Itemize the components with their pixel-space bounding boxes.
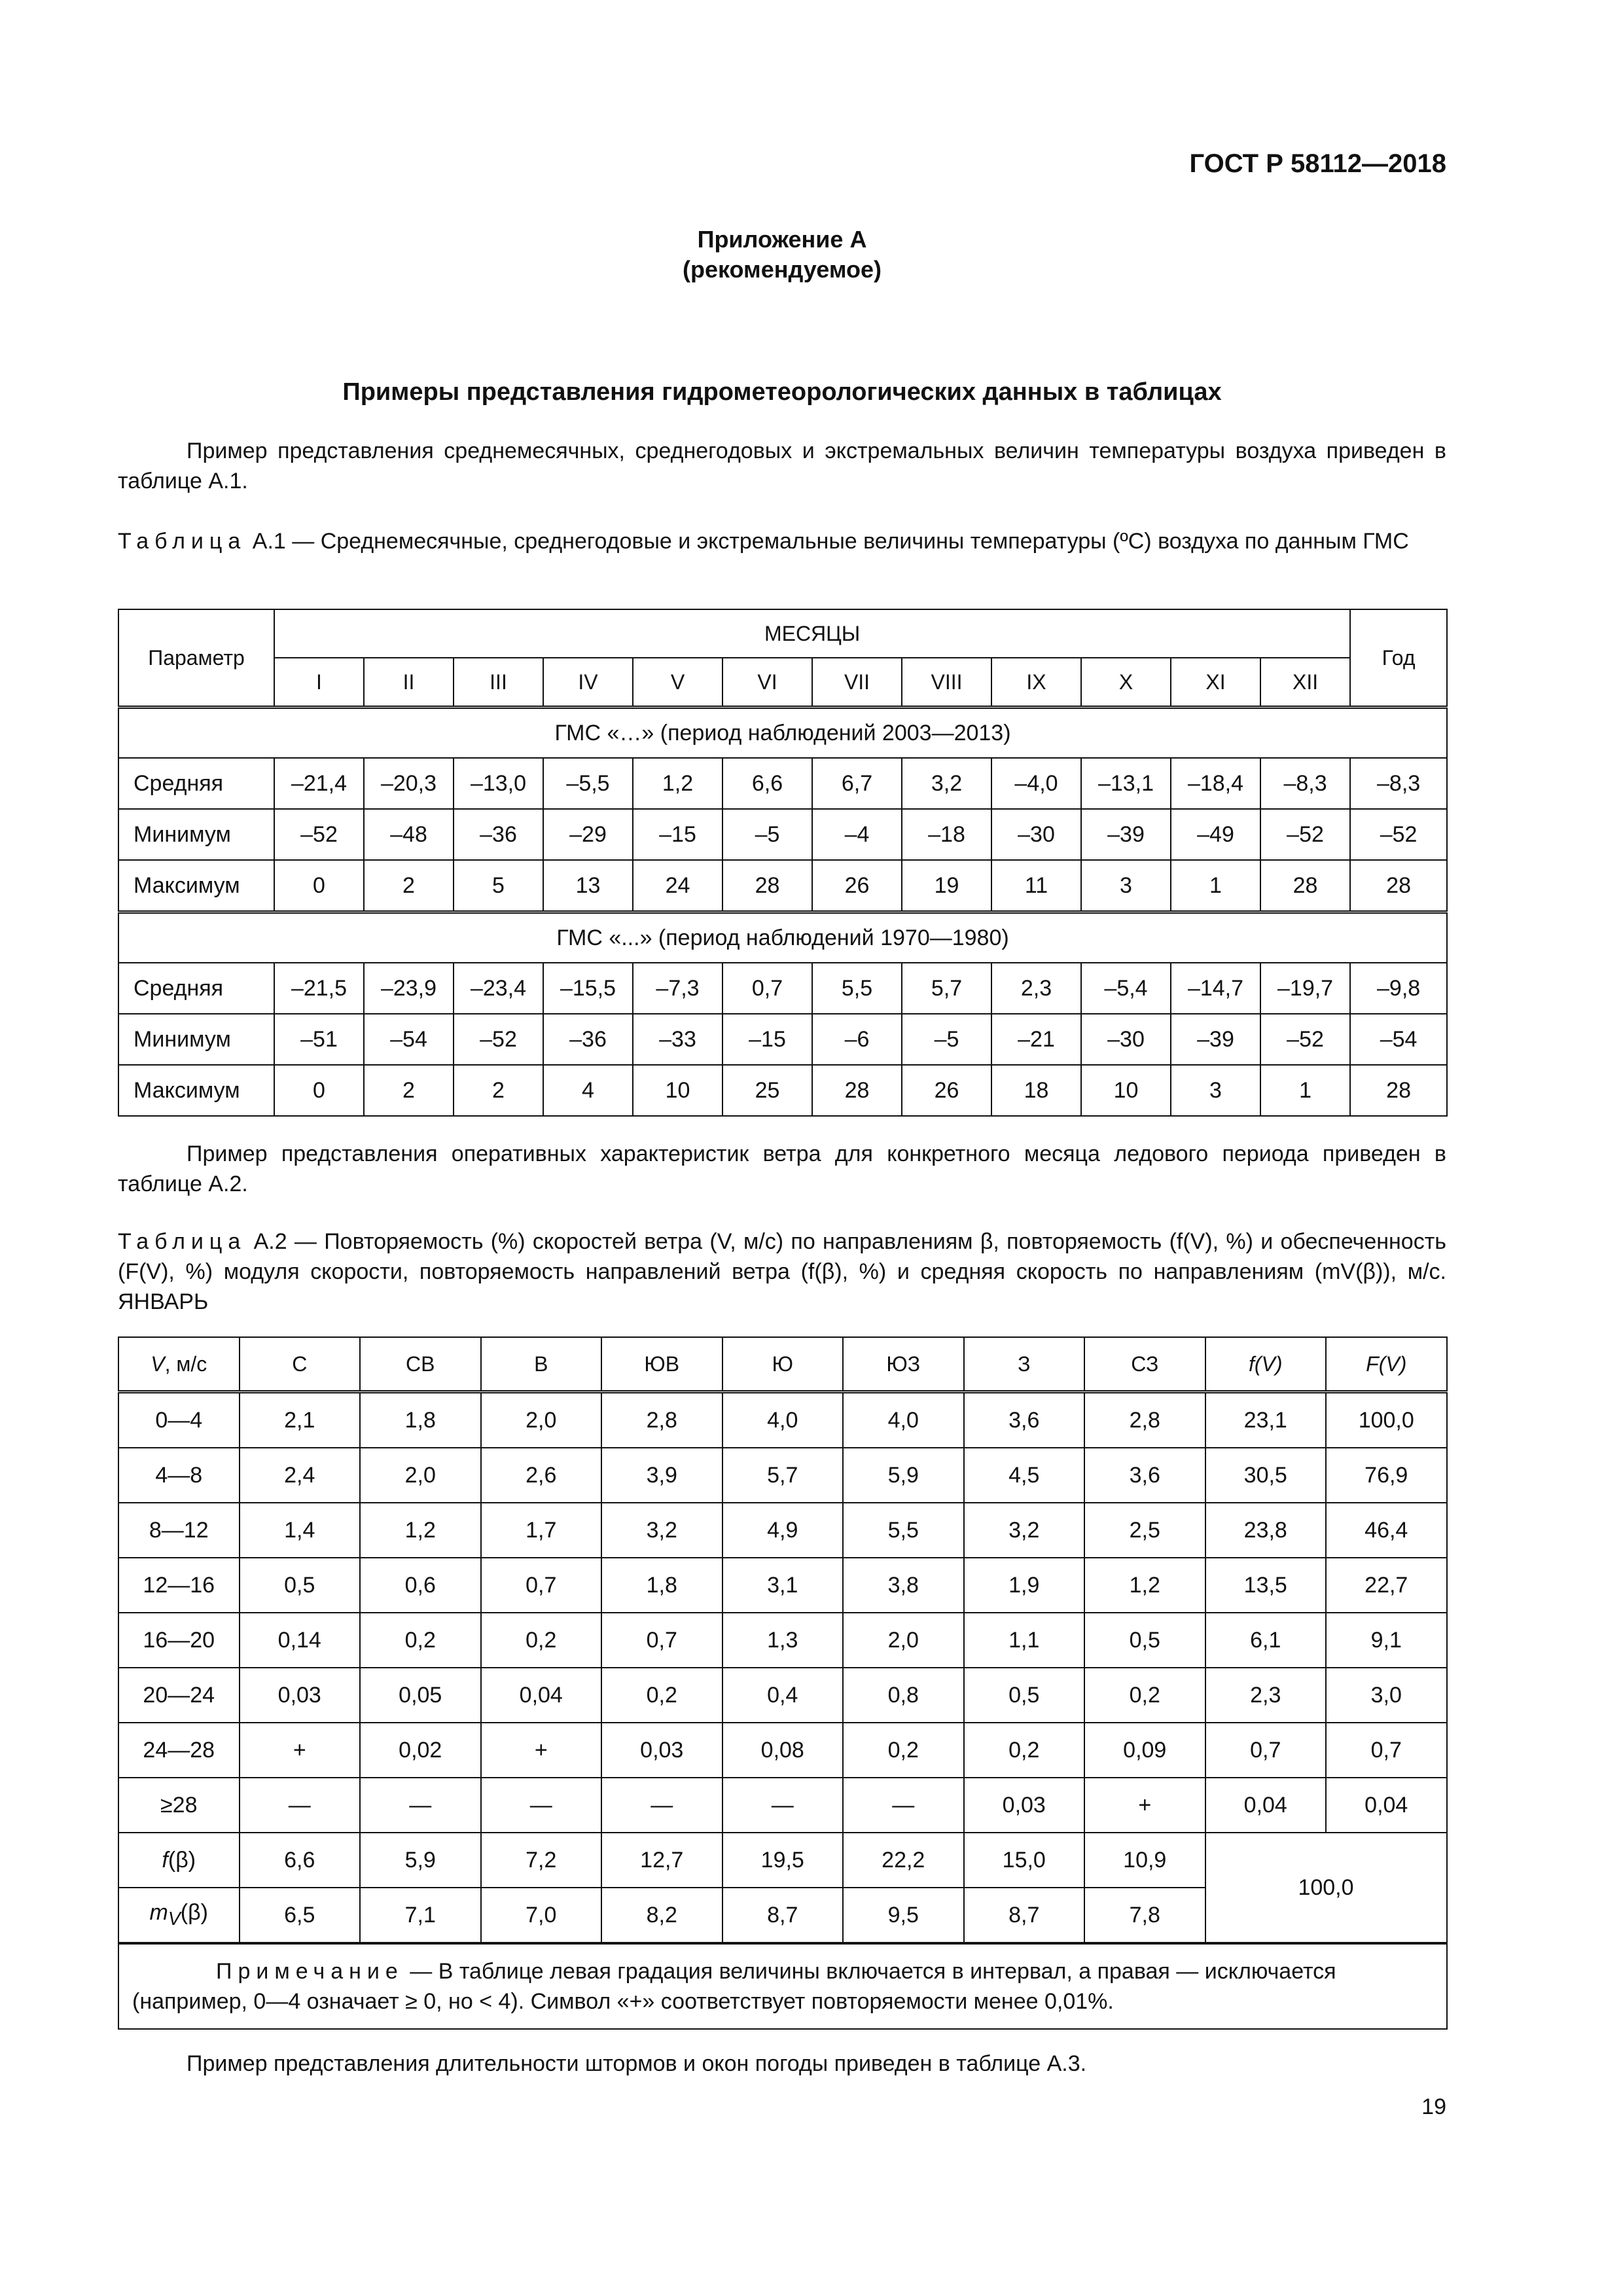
table-cell: –15 <box>722 1014 812 1065</box>
table-cell: –15,5 <box>543 963 633 1014</box>
table-cell: –39 <box>1081 809 1171 860</box>
table-cell: 25 <box>722 1065 812 1116</box>
table-cell: 2,6 <box>481 1448 602 1503</box>
table-row <box>118 1448 1447 1503</box>
intro-paragraph-2: Пример представления оперативных характеристик ветра для конкретного месяца ледового периода приведен в таблице А.2. <box>118 1141 1446 1196</box>
param-header: Параметр <box>118 609 274 708</box>
month-header: IX <box>991 658 1081 708</box>
table-cell: 0,7 <box>1205 1723 1327 1778</box>
table-cell: –21,5 <box>274 963 364 1014</box>
table-cell: — <box>240 1778 361 1833</box>
table-cell: 1 <box>1171 860 1260 912</box>
month-header: IV <box>543 658 633 708</box>
table-cell: –36 <box>543 1014 633 1065</box>
table-cell: –6 <box>812 1014 902 1065</box>
section-title: ГМС «...» (период наблюдений 1970—1980) <box>118 912 1447 963</box>
table-cell: 0,5 <box>240 1558 361 1613</box>
table-cell: –30 <box>1081 1014 1171 1065</box>
table-cell: 0,7 <box>481 1558 602 1613</box>
table-cell: 19,5 <box>722 1833 844 1888</box>
table-cell: 3,2 <box>964 1503 1085 1558</box>
table-cell: 1,4 <box>240 1503 361 1558</box>
table-cell: 10 <box>1081 1065 1171 1116</box>
table-cell: 30,5 <box>1205 1448 1327 1503</box>
intro-paragraph-3: Пример представления длительности штормов и окон погоды приведен в таблице А.3. <box>187 2051 1087 2076</box>
table-cell: 3,9 <box>601 1448 722 1503</box>
table-cell: 0,5 <box>1084 1613 1205 1668</box>
table-cell: –18,4 <box>1171 758 1260 809</box>
table-cell: 0,6 <box>360 1558 481 1613</box>
month-header: VII <box>812 658 902 708</box>
table-row <box>118 1778 1447 1833</box>
table-cell: 0,2 <box>1084 1668 1205 1723</box>
table-cell: 5 <box>454 860 543 912</box>
table-row <box>118 1392 1447 1448</box>
total-cell: 100,0 <box>1205 1833 1447 1943</box>
table-cell: –9,8 <box>1350 963 1447 1014</box>
page-number: 19 <box>1421 2094 1446 2119</box>
year-header: Год <box>1350 609 1447 708</box>
table-cell: 3,6 <box>964 1392 1085 1448</box>
table-row <box>118 1558 1447 1613</box>
standard-number: ГОСТ Р 58112—2018 <box>1189 149 1446 178</box>
direction-header: ЮВ <box>601 1337 722 1392</box>
table-cell: — <box>843 1778 964 1833</box>
table-cell: –20,3 <box>364 758 454 809</box>
table-cell: — <box>481 1778 602 1833</box>
table-cell: 1,2 <box>360 1503 481 1558</box>
table-cell: 0,7 <box>722 963 812 1014</box>
table-cell: 23,8 <box>1205 1503 1327 1558</box>
table-cell: 2,1 <box>240 1392 361 1448</box>
table-cell: 28 <box>812 1065 902 1116</box>
direction-header: СВ <box>360 1337 481 1392</box>
months-header: МЕСЯЦЫ <box>274 609 1350 658</box>
table-cell: + <box>481 1723 602 1778</box>
table-cell: –5,4 <box>1081 963 1171 1014</box>
table-cell: 10,9 <box>1084 1833 1205 1888</box>
table-cell: –21 <box>991 1014 1081 1065</box>
table-cell: 12,7 <box>601 1833 722 1888</box>
table-cell: 13,5 <box>1205 1558 1327 1613</box>
table-cell: — <box>360 1778 481 1833</box>
table-cell: 2 <box>364 860 454 912</box>
appendix-status: (рекомендуемое) <box>683 256 882 283</box>
section-row <box>118 912 1447 963</box>
table-cell: 2 <box>454 1065 543 1116</box>
appendix-title: Приложение А <box>697 226 867 253</box>
table-cell: 3 <box>1081 860 1171 912</box>
table-cell: 100,0 <box>1326 1392 1447 1448</box>
table-cell: 0,5 <box>964 1668 1085 1723</box>
table-cell: –52 <box>454 1014 543 1065</box>
table-cell: –49 <box>1171 809 1260 860</box>
table-cell: 0,08 <box>722 1723 844 1778</box>
table-cell: 4,5 <box>964 1448 1085 1503</box>
table-cell: 22,2 <box>843 1833 964 1888</box>
table-cell: 7,8 <box>1084 1888 1205 1943</box>
table-cell: — <box>601 1778 722 1833</box>
table-cell: 2,0 <box>843 1613 964 1668</box>
table-cell: 23,1 <box>1205 1392 1327 1448</box>
month-header: II <box>364 658 454 708</box>
table-cell: 6,6 <box>722 758 812 809</box>
temperature-table <box>118 609 1448 1117</box>
table-cell: –52 <box>274 809 364 860</box>
table-row <box>118 1613 1447 1668</box>
table-row <box>118 809 1447 860</box>
table-cell: 2,0 <box>360 1448 481 1503</box>
table-cell: 0,04 <box>1205 1778 1327 1833</box>
table-cell: 19 <box>902 860 991 912</box>
month-header: XII <box>1260 658 1350 708</box>
table-row <box>118 963 1447 1014</box>
table-cell: 5,9 <box>360 1833 481 1888</box>
table-cell: 2 <box>364 1065 454 1116</box>
row-label: 0—4 <box>118 1392 240 1448</box>
table-cell: 46,4 <box>1326 1503 1447 1558</box>
table-cell: –5,5 <box>543 758 633 809</box>
table-cell: 4,0 <box>843 1392 964 1448</box>
table-cell: –33 <box>633 1014 722 1065</box>
row-label: Средняя <box>118 758 274 809</box>
direction-header: С <box>240 1337 361 1392</box>
table-cell: 5,7 <box>902 963 991 1014</box>
table-cell: 10 <box>633 1065 722 1116</box>
row-label: Минимум <box>118 809 274 860</box>
table-cell: –5 <box>902 1014 991 1065</box>
table-cell: 0,2 <box>601 1668 722 1723</box>
table-cell: –23,4 <box>454 963 543 1014</box>
row-label: 16—20 <box>118 1613 240 1668</box>
table-cell: –15 <box>633 809 722 860</box>
row-label: 12—16 <box>118 1558 240 1613</box>
table-cell: –18 <box>902 809 991 860</box>
table-cell: 1,3 <box>722 1613 844 1668</box>
table-row <box>118 1014 1447 1065</box>
direction-header: Ю <box>722 1337 844 1392</box>
table-cell: 0 <box>274 1065 364 1116</box>
table-cell: 9,5 <box>843 1888 964 1943</box>
section-heading: Примеры представления гидрометеорологических данных в таблицах <box>342 378 1222 406</box>
table-cell: –29 <box>543 809 633 860</box>
table-cell: 0,03 <box>601 1723 722 1778</box>
row-label: Максимум <box>118 1065 274 1116</box>
table-row <box>118 758 1447 809</box>
table-cell: 2,3 <box>1205 1668 1327 1723</box>
table-cell: –14,7 <box>1171 963 1260 1014</box>
table-cell: –48 <box>364 809 454 860</box>
table-cell: 1,8 <box>601 1558 722 1613</box>
direction-header: З <box>964 1337 1085 1392</box>
table-cell: –13,1 <box>1081 758 1171 809</box>
table-cell: 6,7 <box>812 758 902 809</box>
table-cell: –21,4 <box>274 758 364 809</box>
table-cell: 0,02 <box>360 1723 481 1778</box>
table-cell: –36 <box>454 809 543 860</box>
table-cell: 76,9 <box>1326 1448 1447 1503</box>
table-cell: 0,04 <box>1326 1778 1447 1833</box>
table-cell: 6,6 <box>240 1833 361 1888</box>
table-cell: 26 <box>902 1065 991 1116</box>
table-cell: + <box>240 1723 361 1778</box>
table-cell: 1 <box>1260 1065 1350 1116</box>
table-cell: 28 <box>1260 860 1350 912</box>
row-label: Минимум <box>118 1014 274 1065</box>
table-cell: — <box>722 1778 844 1833</box>
table-cell: 3,8 <box>843 1558 964 1613</box>
row-label: 20—24 <box>118 1668 240 1723</box>
table-cell: 2,3 <box>991 963 1081 1014</box>
table-cell: 2,5 <box>1084 1503 1205 1558</box>
table-cell: 28 <box>722 860 812 912</box>
Fv-header: F(V) <box>1326 1337 1447 1392</box>
fbeta-label: f(β) <box>118 1833 240 1888</box>
row-label: 24—28 <box>118 1723 240 1778</box>
table-cell: 5,5 <box>843 1503 964 1558</box>
table-cell: 13 <box>543 860 633 912</box>
table-cell: 24 <box>633 860 722 912</box>
table-cell: 0,03 <box>964 1778 1085 1833</box>
table-cell: 2,0 <box>481 1392 602 1448</box>
table-cell: 7,2 <box>481 1833 602 1888</box>
fbeta-row <box>118 1833 1447 1888</box>
table-cell: –39 <box>1171 1014 1260 1065</box>
table-cell: 1,1 <box>964 1613 1085 1668</box>
row-label: 8—12 <box>118 1503 240 1558</box>
table-note <box>118 1943 1447 2029</box>
month-header: VI <box>722 658 812 708</box>
mv-label: $m_V(\beta)$ <box>118 1888 240 1943</box>
table-cell: –30 <box>991 809 1081 860</box>
table-cell: 1,9 <box>964 1558 1085 1613</box>
row-label: 4—8 <box>118 1448 240 1503</box>
section-row <box>118 708 1447 759</box>
table-cell: 0,09 <box>1084 1723 1205 1778</box>
month-header: VIII <box>902 658 991 708</box>
note-text: — В таблице левая градация величины включается в интервал, а правая — исключается (например, 0—4 означает ≥ 0, но < 4). Символ «+» соответствует повторяемости менее 0,01%. <box>132 1959 1336 2014</box>
table-cell: 0 <box>274 860 364 912</box>
month-header: XI <box>1171 658 1260 708</box>
table-cell: 15,0 <box>964 1833 1085 1888</box>
document-page <box>118 0 1446 2296</box>
table-cell: 7,0 <box>481 1888 602 1943</box>
direction-header: ЮЗ <box>843 1337 964 1392</box>
direction-header: В <box>481 1337 602 1392</box>
table-cell: 1,2 <box>1084 1558 1205 1613</box>
table-cell: 2,4 <box>240 1448 361 1503</box>
table-cell: 1,7 <box>481 1503 602 1558</box>
row-label: Максимум <box>118 860 274 912</box>
table-cell: 3,6 <box>1084 1448 1205 1503</box>
section-title: ГМС «…» (период наблюдений 2003—2013) <box>118 708 1447 759</box>
table-cell: 7,1 <box>360 1888 481 1943</box>
note-label: Примечание <box>216 1959 404 1984</box>
wind-table <box>118 1336 1448 2030</box>
table-row <box>118 1668 1447 1723</box>
table-row <box>118 860 1447 912</box>
table-cell: 0,7 <box>601 1613 722 1668</box>
table-cell: 8,7 <box>722 1888 844 1943</box>
table-cell: 0,8 <box>843 1668 964 1723</box>
table-cell: 3 <box>1171 1065 1260 1116</box>
table-cell: –19,7 <box>1260 963 1350 1014</box>
table-cell: 4,9 <box>722 1503 844 1558</box>
table-row <box>118 1065 1447 1116</box>
table-cell: 1,8 <box>360 1392 481 1448</box>
table1-caption: Таблица А.1 — Среднемесячные, среднегодовые и экстремальные величины температуры (ºС) воздуха по данным ГМС <box>118 529 1409 554</box>
table-cell: 0,2 <box>964 1723 1085 1778</box>
table-cell: –52 <box>1350 809 1447 860</box>
table-cell: 0,14 <box>240 1613 361 1668</box>
table-cell: –5 <box>722 809 812 860</box>
row-label: ≥28 <box>118 1778 240 1833</box>
table-cell: 0,2 <box>843 1723 964 1778</box>
table-cell: 8,7 <box>964 1888 1085 1943</box>
table-cell: 6,1 <box>1205 1613 1327 1668</box>
table-row <box>118 1723 1447 1778</box>
table-cell: 3,2 <box>601 1503 722 1558</box>
month-header: I <box>274 658 364 708</box>
month-header: V <box>633 658 722 708</box>
table-cell: –52 <box>1260 1014 1350 1065</box>
table-cell: 11 <box>991 860 1081 912</box>
table-cell: 0,03 <box>240 1668 361 1723</box>
table-cell: 0,04 <box>481 1668 602 1723</box>
table-cell: 0,7 <box>1326 1723 1447 1778</box>
table-cell: + <box>1084 1778 1205 1833</box>
table2-caption: Таблица А.2 — Повторяемость (%) скоростей ветра (V, м/с) по направлениям β, повторяемость (f(V), %) и обеспеченность (F(V), %) модуля скорости, повторяемость направлений ветра (f(β), %) и средняя скорость по направлениям (mV(β)), м/с. ЯНВАРЬ <box>118 1229 1446 1314</box>
table-cell: 2,8 <box>601 1392 722 1448</box>
table-cell: 5,7 <box>722 1448 844 1503</box>
table-cell: –8,3 <box>1350 758 1447 809</box>
table-cell: –52 <box>1260 809 1350 860</box>
table-cell: 3,1 <box>722 1558 844 1613</box>
appendix-title-block <box>118 224 1446 285</box>
row-label: Средняя <box>118 963 274 1014</box>
table-cell: –4,0 <box>991 758 1081 809</box>
table-cell: 4 <box>543 1065 633 1116</box>
table-cell: –13,0 <box>454 758 543 809</box>
table-cell: 4,0 <box>722 1392 844 1448</box>
table-row <box>118 1503 1447 1558</box>
table-cell: 28 <box>1350 860 1447 912</box>
table-cell: –23,9 <box>364 963 454 1014</box>
table-cell: 0,2 <box>481 1613 602 1668</box>
table-cell: 9,1 <box>1326 1613 1447 1668</box>
table-cell: 3,0 <box>1326 1668 1447 1723</box>
speed-header: V, м/с <box>118 1337 240 1392</box>
table-cell: 28 <box>1350 1065 1447 1116</box>
fv-header: f(V) <box>1205 1337 1327 1392</box>
table-cell: 0,05 <box>360 1668 481 1723</box>
month-header: III <box>454 658 543 708</box>
table-cell: –4 <box>812 809 902 860</box>
table-cell: 18 <box>991 1065 1081 1116</box>
table-cell: –7,3 <box>633 963 722 1014</box>
table-cell: 5,5 <box>812 963 902 1014</box>
table-cell: –54 <box>364 1014 454 1065</box>
table-cell: 2,8 <box>1084 1392 1205 1448</box>
intro-paragraph-1: Пример представления среднемесячных, среднегодовых и экстремальных величин температуры воздуха приведен в таблице А.1. <box>118 439 1446 493</box>
table-cell: 3,2 <box>902 758 991 809</box>
direction-header: СЗ <box>1084 1337 1205 1392</box>
table-cell: 6,5 <box>240 1888 361 1943</box>
table-cell: –54 <box>1350 1014 1447 1065</box>
table-cell: 5,9 <box>843 1448 964 1503</box>
table-cell: 22,7 <box>1326 1558 1447 1613</box>
table-cell: –51 <box>274 1014 364 1065</box>
table-cell: 8,2 <box>601 1888 722 1943</box>
table-cell: 1,2 <box>633 758 722 809</box>
table-cell: 0,2 <box>360 1613 481 1668</box>
table-cell: –8,3 <box>1260 758 1350 809</box>
month-header: X <box>1081 658 1171 708</box>
table-cell: 0,4 <box>722 1668 844 1723</box>
table-cell: 26 <box>812 860 902 912</box>
